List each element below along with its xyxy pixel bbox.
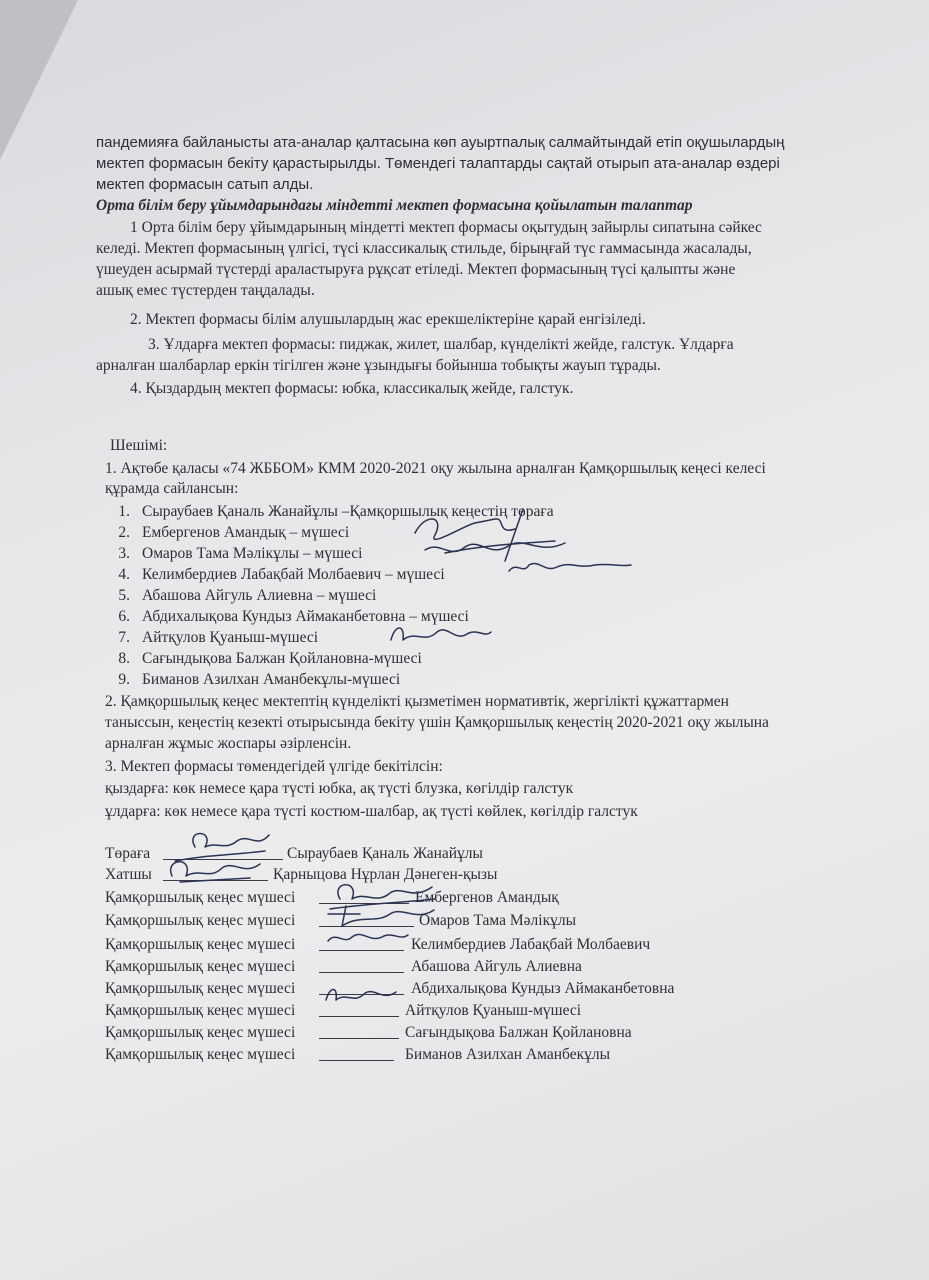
signature-name: Келимбердиев Лабақбай Молбаевич (411, 936, 651, 953)
signature-line (319, 958, 404, 973)
member-list-item: 4. Келимбердиев Лабақбай Молбаевич – мүшесі (118, 566, 445, 583)
requirements-heading: Орта білім беру ұйымдарындағы міндетті мектеп формасына қойылатын талаптар (96, 197, 693, 214)
signature-name: Абдихалықова Кундыз Аймаканбетовна (411, 980, 675, 997)
decision-item3: ұлдарға: көк немесе қара түсті костюм-шалбар, ақ түсті көйлек, көгілдір галстук (105, 803, 638, 820)
signature-role: Төраға (105, 845, 151, 862)
decision-item2: арналған жұмыс жоспары әзірленсін. (105, 735, 352, 752)
member-list-item: 3. Омаров Тама Мәлікұлы – мүшесі (118, 545, 363, 562)
handwritten-signature (160, 850, 270, 886)
handwritten-signature (385, 620, 495, 650)
signature-line (319, 1046, 394, 1061)
decision-item3: 3. Мектеп формасы төмендегідей үлгіде бекітілсін: (105, 758, 443, 775)
requirements-paragraph: 1 Орта білім беру ұйымдарының міндетті мектеп формасы оқытудың зайырлы сипатына сәйкес (130, 219, 762, 236)
signature-name: Биманов Азилхан Аманбекұлы (405, 1046, 611, 1063)
decision-item3: қыздарға: көк немесе қара түсті юбка, ақ түсті блузка, көгілдір галстук (105, 780, 574, 797)
decision-item1: құрамда сайлансын: (105, 480, 239, 497)
member-list-item: 9. Биманов Азилхан Аманбекұлы-мүшесі (118, 671, 401, 688)
signature-name: Абашова Айгуль Алиевна (411, 958, 582, 975)
intro-line: мектеп формасын бекіту қарастырылды. Төмендегі талаптарды сақтай отырып ата-аналар өздері (96, 155, 780, 172)
member-list-item: 1. Сыраубаев Қаналь Жанайұлы –Қамқоршылық кеңестің төраға (118, 503, 554, 520)
member-list-item: 2. Ембергенов Амандық – мүшесі (118, 524, 350, 541)
handwritten-signature (322, 925, 412, 949)
handwritten-signature (505, 555, 635, 579)
requirements-paragraph: келеді. Мектеп формасының үлгісі, түсі классикалық стильде, бірыңғай түс гаммасында жасалады, (96, 240, 752, 257)
signature-role: Қамқоршылық кеңес мүшесі (105, 1046, 296, 1063)
decision-item1: 1. Ақтөбе қаласы «74 ЖББОМ» КММ 2020-2021 оқу жылына арналған Қамқоршылық кеңесі келесі (105, 460, 766, 477)
decision-title: Шешімі: (110, 437, 168, 454)
requirements-paragraph: 4. Қыздардың мектеп формасы: юбка, классикалық жейде, галстук. (130, 380, 574, 397)
requirements-paragraph: арналған шалбарлар еркін тігілген және ұзындығы бойынша тобықты жауып тұрады. (96, 357, 661, 374)
signature-role: Хатшы (105, 866, 152, 883)
decision-item2: 2. Қамқоршылық кеңес мектептің күнделікті қызметімен нормативтік, жергілікті құжаттармен (105, 693, 729, 710)
member-list-item: 8. Сағындықова Балжан Қойлановна-мүшесі (118, 650, 422, 667)
intro-line: мектеп формасын сатып алды. (96, 176, 314, 193)
decision-item2: таныссын, кеңестің кезекті отырысында бекіту үшін Қамқоршылық кеңестің 2020-2021 оқу жылына (105, 714, 769, 731)
member-list-item: 6. Абдихалықова Кундыз Аймаканбетовна – мүшесі (118, 608, 469, 625)
handwritten-signature (320, 982, 400, 1008)
requirements-paragraph: ашық емес түстерден таңдалады. (96, 282, 315, 299)
signature-name: Ембергенов Амандық (415, 889, 559, 906)
intro-line: пандемияға байланысты ата-аналар қалтасына көп ауыртпалық салмайтындай етіп оқушылардың (96, 134, 785, 151)
requirements-paragraph: 3. Ұлдарға мектеп формасы: пиджак, жилет, шалбар, күнделікті жейде, галстук. Ұлдарға (148, 336, 734, 353)
signature-role: Қамқоршылық кеңес мүшесі (105, 1002, 296, 1019)
signature-name: Сағындықова Балжан Қойлановна (405, 1024, 632, 1041)
signature-role: Қамқоршылық кеңес мүшесі (105, 936, 296, 953)
signature-line (319, 1024, 399, 1039)
signature-name: Сыраубаев Қаналь Жанайұлы (287, 845, 483, 862)
signature-role: Қамқоршылық кеңес мүшесі (105, 1024, 296, 1041)
member-list-item: 7. Айтқулов Қуаныш-мүшесі (118, 629, 319, 646)
member-list-item: 5. Абашова Айгуль Алиевна – мүшесі (118, 587, 377, 604)
requirements-paragraph: үшеуден асырмай түстерді араластыруға рұқсат етіледі. Мектеп формасының түсі қалыпты және (96, 261, 736, 278)
signature-name: Омаров Тама Мәлікұлы (419, 912, 577, 929)
signature-role: Қамқоршылық кеңес мүшесі (105, 889, 296, 906)
signature-role: Қамқоршылық кеңес мүшесі (105, 980, 296, 997)
signature-role: Қамқоршылық кеңес мүшесі (105, 958, 296, 975)
requirements-paragraph: 2. Мектеп формасы білім алушылардың жас ерекшеліктеріне қарай енгізіледі. (130, 311, 646, 328)
signature-name: Қарныцова Нұрлан Дәнеген-қызы (273, 866, 498, 883)
signature-name: Айтқулов Қуаныш-мүшесі (405, 1002, 582, 1019)
signature-role: Қамқоршылық кеңес мүшесі (105, 912, 296, 929)
